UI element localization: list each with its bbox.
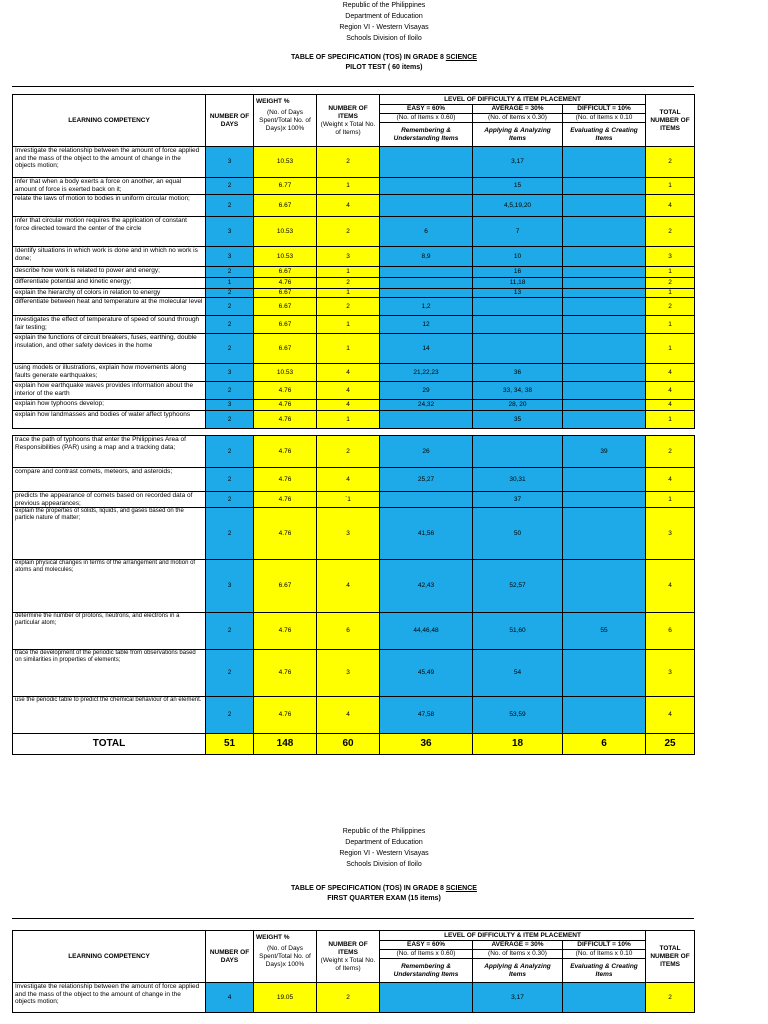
days-cell: 2 bbox=[206, 436, 254, 468]
weight-cell: 6.67 bbox=[254, 560, 317, 613]
table-row bbox=[13, 613, 695, 650]
table1-subtitle: PILOT TEST ( 60 items) bbox=[345, 64, 423, 71]
weight-cell: 19.05 bbox=[254, 983, 317, 1013]
table-row bbox=[13, 382, 695, 400]
col2-items-sub: (Weight x Total No. of Items) bbox=[320, 956, 376, 972]
total-cell: 2 bbox=[646, 217, 695, 247]
weight-cell: 4.76 bbox=[254, 411, 317, 429]
items-cell: 1 bbox=[317, 411, 380, 429]
days-cell: 4 bbox=[206, 983, 254, 1013]
difficult-cell bbox=[563, 650, 646, 697]
col-items bbox=[317, 95, 380, 147]
average-cell: 30,31 bbox=[473, 468, 563, 492]
table1-body bbox=[13, 147, 695, 755]
competency-cell: explain the properties of solids, liquids, and gases based on the particle nature of matter; bbox=[13, 508, 206, 560]
table-row bbox=[13, 289, 695, 298]
difficult-cell bbox=[563, 492, 646, 508]
col2-difficult: DIFFICULT = 10% bbox=[563, 941, 646, 950]
totals-weight: 148 bbox=[254, 734, 317, 755]
col2-average: AVERAGE = 30% bbox=[473, 941, 563, 950]
easy-cell bbox=[380, 178, 473, 195]
difficult-cell bbox=[563, 334, 646, 364]
difficult-cell bbox=[563, 400, 646, 411]
competency-cell: infer that when a body exerts a force on another, an equal amount of force is exerted back on it; bbox=[13, 178, 206, 195]
average-cell bbox=[473, 316, 563, 334]
table-row bbox=[13, 436, 695, 468]
weight-cell: 4.76 bbox=[254, 613, 317, 650]
days-cell: 3 bbox=[206, 400, 254, 411]
header-republic: Republic of the Philippines bbox=[342, 2, 426, 9]
items-cell: 2 bbox=[317, 298, 380, 316]
weight-cell: 10.53 bbox=[254, 217, 317, 247]
items-cell: `1 bbox=[317, 492, 380, 508]
items-cell: 1 bbox=[317, 316, 380, 334]
col-weight-sub: (No. of Days Spent/Total No. of Days)x 100% bbox=[259, 109, 311, 132]
table2-title-subject: SCIENCE bbox=[445, 885, 477, 892]
easy-cell bbox=[380, 492, 473, 508]
average-cell: 10 bbox=[473, 247, 563, 267]
header-block-2 bbox=[0, 826, 768, 870]
average-cell: 54 bbox=[473, 650, 563, 697]
average-cell: 28, 20 bbox=[473, 400, 563, 411]
days-cell: 2 bbox=[206, 316, 254, 334]
weight-cell: 10.53 bbox=[254, 147, 317, 178]
col-easy: EASY = 60% bbox=[380, 105, 473, 114]
total-cell: 1 bbox=[646, 334, 695, 364]
difficult-cell bbox=[563, 382, 646, 400]
col-weight bbox=[254, 95, 317, 147]
table-row bbox=[13, 400, 695, 411]
weight-cell: 10.53 bbox=[254, 364, 317, 382]
average-cell: 11,18 bbox=[473, 278, 563, 289]
days-cell: 1 bbox=[206, 278, 254, 289]
easy-cell bbox=[380, 147, 473, 178]
difficult-cell bbox=[563, 364, 646, 382]
col-easy-skill: Remembering & Understanding Items bbox=[380, 123, 473, 147]
difficult-cell bbox=[563, 289, 646, 298]
easy-cell bbox=[380, 411, 473, 429]
average-cell: 33, 34, 38 bbox=[473, 382, 563, 400]
competency-cell: compare and contrast comets, meteors, and asteroids; bbox=[13, 468, 206, 492]
table-row bbox=[13, 178, 695, 195]
competency-cell: describe how work is related to power and energy; bbox=[13, 267, 206, 278]
items-cell: 2 bbox=[317, 217, 380, 247]
average-cell bbox=[473, 298, 563, 316]
competency-cell: Identify situations in which work is done and in which no work is done; bbox=[13, 247, 206, 267]
total-cell: 3 bbox=[646, 247, 695, 267]
weight-cell: 6.77 bbox=[254, 178, 317, 195]
easy-cell: 29 bbox=[380, 382, 473, 400]
days-cell: 3 bbox=[206, 560, 254, 613]
total-cell: 3 bbox=[646, 508, 695, 560]
difficult-cell bbox=[563, 178, 646, 195]
weight-cell: 4.76 bbox=[254, 468, 317, 492]
table-row bbox=[13, 247, 695, 267]
header-department: Department of Education bbox=[345, 13, 423, 20]
competency-cell: explain how typhoons develop; bbox=[13, 400, 206, 411]
table1-title-prefix: TABLE OF SPECIFICATION (TOS) IN GRADE 8 bbox=[291, 54, 446, 61]
table-row bbox=[13, 147, 695, 178]
items-cell: 4 bbox=[317, 560, 380, 613]
weight-cell: 10.53 bbox=[254, 247, 317, 267]
days-cell: 2 bbox=[206, 650, 254, 697]
difficult-cell bbox=[563, 147, 646, 178]
days-cell: 2 bbox=[206, 613, 254, 650]
average-cell: 51,60 bbox=[473, 613, 563, 650]
easy-cell bbox=[380, 278, 473, 289]
items-cell: 3 bbox=[317, 508, 380, 560]
difficult-cell bbox=[563, 468, 646, 492]
average-cell: 13 bbox=[473, 289, 563, 298]
easy-cell: 14 bbox=[380, 334, 473, 364]
total-cell: 2 bbox=[646, 983, 695, 1013]
col-average: AVERAGE = 30% bbox=[473, 105, 563, 114]
easy-cell: 41,56 bbox=[380, 508, 473, 560]
col2-average-skill: Applying & Analyzing Items bbox=[473, 959, 563, 983]
average-cell: 50 bbox=[473, 508, 563, 560]
col2-weight-label: WEIGHT % bbox=[256, 934, 290, 941]
header-division: Schools Division of Iloilo bbox=[346, 35, 422, 42]
difficult-cell bbox=[563, 316, 646, 334]
average-cell bbox=[473, 334, 563, 364]
easy-cell: 45,49 bbox=[380, 650, 473, 697]
items-cell: 4 bbox=[317, 697, 380, 734]
col-weight-label: WEIGHT % bbox=[256, 98, 290, 105]
total-cell: 2 bbox=[646, 298, 695, 316]
table2-body bbox=[13, 983, 695, 1013]
items-cell: 1 bbox=[317, 334, 380, 364]
competency-cell: infer that circular motion requires the application of constant force directed toward the center of the circle bbox=[13, 217, 206, 247]
table-row bbox=[13, 983, 695, 1013]
difficult-cell: 55 bbox=[563, 613, 646, 650]
days-cell: 3 bbox=[206, 364, 254, 382]
average-cell: 4,5,19,20 bbox=[473, 195, 563, 217]
competency-cell: trace the path of typhoons that enter the Philippines Area of Responsibilities (PAR) using a map and a tracking data; bbox=[13, 436, 206, 468]
average-cell: 37 bbox=[473, 492, 563, 508]
col-difficult: DIFFICULT = 10% bbox=[563, 105, 646, 114]
easy-cell: 42,43 bbox=[380, 560, 473, 613]
days-cell: 2 bbox=[206, 492, 254, 508]
days-cell: 3 bbox=[206, 247, 254, 267]
difficult-cell bbox=[563, 508, 646, 560]
table-row bbox=[13, 267, 695, 278]
table-row bbox=[13, 364, 695, 382]
table2-title bbox=[0, 884, 768, 894]
col2-weight-sub: (No. of Days Spent/Total No. of Days)x 100% bbox=[259, 945, 311, 968]
col-total: TOTAL NUMBER OF ITEMS bbox=[646, 95, 695, 147]
competency-cell: differentiate between heat and temperature at the molecular level bbox=[13, 298, 206, 316]
easy-cell: 25,27 bbox=[380, 468, 473, 492]
table-row bbox=[13, 195, 695, 217]
total-cell: 1 bbox=[646, 267, 695, 278]
items-cell: 4 bbox=[317, 195, 380, 217]
table-row bbox=[13, 217, 695, 247]
days-cell: 2 bbox=[206, 411, 254, 429]
table-row bbox=[13, 560, 695, 613]
days-cell: 2 bbox=[206, 508, 254, 560]
easy-cell: 12 bbox=[380, 316, 473, 334]
weight-cell: 4.76 bbox=[254, 400, 317, 411]
easy-cell: 47,58 bbox=[380, 697, 473, 734]
header2-department: Department of Education bbox=[345, 839, 423, 846]
weight-cell: 6.67 bbox=[254, 289, 317, 298]
average-cell: 3,17 bbox=[473, 147, 563, 178]
average-cell: 16 bbox=[473, 267, 563, 278]
col-average-sub: (No. of Items x 0.30) bbox=[473, 114, 563, 123]
total-cell: 4 bbox=[646, 468, 695, 492]
col2-days: NUMBER OF DAYS bbox=[206, 931, 254, 983]
difficult-cell bbox=[563, 298, 646, 316]
easy-cell bbox=[380, 195, 473, 217]
col2-difficult-skill: Evaluating & Creating Items bbox=[563, 959, 646, 983]
easy-cell: 44,46,48 bbox=[380, 613, 473, 650]
items-cell: 1 bbox=[317, 289, 380, 298]
weight-cell: 4.76 bbox=[254, 278, 317, 289]
weight-cell: 4.76 bbox=[254, 650, 317, 697]
col-items-sub: (Weight x Total No. of Items) bbox=[320, 120, 376, 136]
competency-cell: use the periodic table to predict the chemical behaviour of an element. bbox=[13, 697, 206, 734]
col-difficult-skill: Evaluating & Creating Items bbox=[563, 123, 646, 147]
section-gap-cell bbox=[13, 429, 695, 436]
header-region: Region VI - Western Visayas bbox=[339, 24, 429, 31]
weight-cell: 4.76 bbox=[254, 382, 317, 400]
easy-cell bbox=[380, 983, 473, 1013]
items-cell: 2 bbox=[317, 983, 380, 1013]
table-row bbox=[13, 278, 695, 289]
weight-cell: 4.76 bbox=[254, 697, 317, 734]
col-level: LEVEL OF DIFFICULTY & ITEM PLACEMENT bbox=[380, 95, 646, 105]
competency-cell: determine the number of protons, neutrons, and electrons in a particular atom; bbox=[13, 613, 206, 650]
totals-difficult: 6 bbox=[563, 734, 646, 755]
easy-cell bbox=[380, 289, 473, 298]
total-cell: 4 bbox=[646, 382, 695, 400]
items-cell: 4 bbox=[317, 400, 380, 411]
easy-cell: 1,2 bbox=[380, 298, 473, 316]
table1-title bbox=[0, 53, 768, 63]
totals-items: 60 bbox=[317, 734, 380, 755]
totals-total: 25 bbox=[646, 734, 695, 755]
col2-easy-skill: Remembering & Understanding Items bbox=[380, 959, 473, 983]
days-cell: 2 bbox=[206, 468, 254, 492]
col2-difficult-sub: (No. of Items x 0.10 bbox=[563, 950, 646, 959]
average-cell: 52,57 bbox=[473, 560, 563, 613]
totals-days: 51 bbox=[206, 734, 254, 755]
table2-subtitle: FIRST QUARTER EXAM (15 items) bbox=[327, 895, 441, 902]
header2-region: Region VI - Western Visayas bbox=[339, 850, 429, 857]
total-cell: 4 bbox=[646, 560, 695, 613]
items-cell: 1 bbox=[317, 267, 380, 278]
easy-cell: 21,22,23 bbox=[380, 364, 473, 382]
total-cell: 4 bbox=[646, 195, 695, 217]
items-cell: 3 bbox=[317, 247, 380, 267]
weight-cell: 4.76 bbox=[254, 436, 317, 468]
col-items-label: NUMBER OF ITEMS bbox=[328, 104, 368, 120]
competency-cell: relate the laws of motion to bodies in uniform circular motion; bbox=[13, 195, 206, 217]
days-cell: 2 bbox=[206, 267, 254, 278]
competency-cell: explain how earthquake waves provides information about the interior of the earth bbox=[13, 382, 206, 400]
competency-cell: explain the functions of circuit breakers, fuses, earthing, double insulation, and other safety devices in the home bbox=[13, 334, 206, 364]
difficult-cell bbox=[563, 247, 646, 267]
col2-average-sub: (No. of Items x 0.30) bbox=[473, 950, 563, 959]
days-cell: 2 bbox=[206, 195, 254, 217]
average-cell: 35 bbox=[473, 411, 563, 429]
col2-items-label: NUMBER OF ITEMS bbox=[328, 940, 368, 956]
table-row bbox=[13, 298, 695, 316]
table-row bbox=[13, 697, 695, 734]
items-cell: 1 bbox=[317, 178, 380, 195]
total-cell: 1 bbox=[646, 492, 695, 508]
col-average-skill: Applying & Analyzing Items bbox=[473, 123, 563, 147]
tos-table-pilot bbox=[12, 94, 695, 755]
average-cell: 7 bbox=[473, 217, 563, 247]
weight-cell: 4.76 bbox=[254, 508, 317, 560]
table2-title-prefix: TABLE OF SPECIFICATION (TOS) IN GRADE 8 bbox=[291, 885, 446, 892]
header2-division: Schools Division of Iloilo bbox=[346, 861, 422, 868]
table-row bbox=[13, 316, 695, 334]
table-row bbox=[13, 650, 695, 697]
items-cell: 4 bbox=[317, 468, 380, 492]
competency-cell: explain the hierarchy of colors in relation to energy bbox=[13, 289, 206, 298]
days-cell: 2 bbox=[206, 334, 254, 364]
difficult-cell: 39 bbox=[563, 436, 646, 468]
divider-rule-2 bbox=[12, 918, 694, 919]
competency-cell: explain how landmasses and bodies of water affect typhoons bbox=[13, 411, 206, 429]
header-block-1 bbox=[0, 0, 768, 44]
table1-title-subject: SCIENCE bbox=[445, 54, 477, 61]
table-row bbox=[13, 411, 695, 429]
competency-cell: Investigate the relationship between the amount of force applied and the mass of the object to the amount of change in the objects motion; bbox=[13, 983, 206, 1013]
section-gap bbox=[13, 429, 695, 436]
totals-average: 18 bbox=[473, 734, 563, 755]
total-cell: 1 bbox=[646, 178, 695, 195]
items-cell: 6 bbox=[317, 613, 380, 650]
average-cell bbox=[473, 436, 563, 468]
table-row bbox=[13, 492, 695, 508]
total-cell: 4 bbox=[646, 364, 695, 382]
col-easy-sub: (No. of Items x 0.60) bbox=[380, 114, 473, 123]
weight-cell: 6.67 bbox=[254, 298, 317, 316]
weight-cell: 6.67 bbox=[254, 316, 317, 334]
col-competency: LEARNING COMPETENCY bbox=[13, 95, 206, 147]
tos-table-first-quarter bbox=[12, 930, 695, 1013]
total-cell: 4 bbox=[646, 697, 695, 734]
easy-cell: 8,9 bbox=[380, 247, 473, 267]
difficult-cell bbox=[563, 560, 646, 613]
col2-level: LEVEL OF DIFFICULTY & ITEM PLACEMENT bbox=[380, 931, 646, 941]
weight-cell: 6.67 bbox=[254, 195, 317, 217]
easy-cell: 26 bbox=[380, 436, 473, 468]
easy-cell bbox=[380, 267, 473, 278]
days-cell: 2 bbox=[206, 697, 254, 734]
days-cell: 2 bbox=[206, 178, 254, 195]
days-cell: 2 bbox=[206, 382, 254, 400]
average-cell: 15 bbox=[473, 178, 563, 195]
items-cell: 3 bbox=[317, 650, 380, 697]
totals-easy: 36 bbox=[380, 734, 473, 755]
competency-cell: Investigate the relationship between the amount of force applied and the mass of the object to the amount of change in the objects motion; bbox=[13, 147, 206, 178]
days-cell: 2 bbox=[206, 289, 254, 298]
average-cell: 3,17 bbox=[473, 983, 563, 1013]
difficult-cell bbox=[563, 983, 646, 1013]
table-row bbox=[13, 468, 695, 492]
competency-cell: trace the development of the periodic table from observations based on similarities in properties of elements; bbox=[13, 650, 206, 697]
divider-rule bbox=[12, 86, 694, 87]
competency-cell: differentiate potential and kinetic energy; bbox=[13, 278, 206, 289]
items-cell: 4 bbox=[317, 382, 380, 400]
items-cell: 2 bbox=[317, 147, 380, 178]
difficult-cell bbox=[563, 697, 646, 734]
table-row bbox=[13, 508, 695, 560]
difficult-cell bbox=[563, 217, 646, 247]
total-cell: 3 bbox=[646, 650, 695, 697]
total-cell: 1 bbox=[646, 411, 695, 429]
easy-cell: 24,32 bbox=[380, 400, 473, 411]
total-cell: 6 bbox=[646, 613, 695, 650]
col2-items bbox=[317, 931, 380, 983]
total-cell: 2 bbox=[646, 278, 695, 289]
col-difficult-sub: (No. of Items x 0.10 bbox=[563, 114, 646, 123]
weight-cell: 6.67 bbox=[254, 267, 317, 278]
col2-competency: LEARNING COMPETENCY bbox=[13, 931, 206, 983]
header2-republic: Republic of the Philippines bbox=[342, 828, 426, 835]
difficult-cell bbox=[563, 195, 646, 217]
items-cell: 4 bbox=[317, 364, 380, 382]
average-cell: 36 bbox=[473, 364, 563, 382]
table-row bbox=[13, 334, 695, 364]
totals-label: TOTAL bbox=[13, 734, 206, 755]
competency-cell: explain physical changes in terms of the arrangement and motion of atoms and molecules; bbox=[13, 560, 206, 613]
col2-weight bbox=[254, 931, 317, 983]
difficult-cell bbox=[563, 267, 646, 278]
difficult-cell bbox=[563, 278, 646, 289]
weight-cell: 6.67 bbox=[254, 334, 317, 364]
total-cell: 2 bbox=[646, 147, 695, 178]
weight-cell: 4.76 bbox=[254, 492, 317, 508]
days-cell: 3 bbox=[206, 147, 254, 178]
days-cell: 3 bbox=[206, 217, 254, 247]
difficult-cell bbox=[563, 411, 646, 429]
items-cell: 2 bbox=[317, 278, 380, 289]
days-cell: 2 bbox=[206, 298, 254, 316]
totals-row bbox=[13, 734, 695, 755]
col2-easy: EASY = 60% bbox=[380, 941, 473, 950]
total-cell: 2 bbox=[646, 436, 695, 468]
col2-easy-sub: (No. of Items x 0.60) bbox=[380, 950, 473, 959]
col2-total: TOTAL NUMBER OF ITEMS bbox=[646, 931, 695, 983]
competency-cell: investigates the effect of temperature of speed of sound through fair testing; bbox=[13, 316, 206, 334]
col-days: NUMBER OF DAYS bbox=[206, 95, 254, 147]
total-cell: 1 bbox=[646, 316, 695, 334]
average-cell: 53,59 bbox=[473, 697, 563, 734]
items-cell: 2 bbox=[317, 436, 380, 468]
competency-cell: using models or illustrations, explain how movements along faults generate earthquakes; bbox=[13, 364, 206, 382]
easy-cell: 6 bbox=[380, 217, 473, 247]
total-cell: 1 bbox=[646, 289, 695, 298]
competency-cell: predicts the appearance of comets based on recorded data of previous appearances; bbox=[13, 492, 206, 508]
total-cell: 4 bbox=[646, 400, 695, 411]
